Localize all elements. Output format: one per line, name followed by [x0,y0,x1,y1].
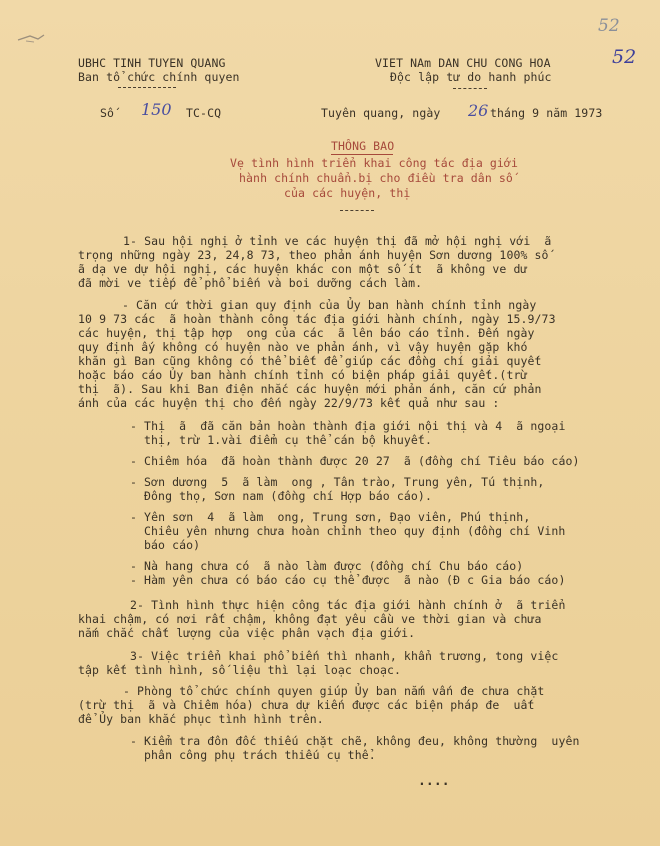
subject-line1: Vẹ tình hình triển khai công tác địa giới [230,156,518,170]
body-line: đã mời ve tiếp để phổ biến và boi dưỡng cách làm. [78,276,423,290]
list-item-cont: thị, trừ 1.vài điểm cụ thể cán bộ khuyết. [144,433,432,447]
ref-label: Số [100,106,115,120]
list-item: - Chiêm hóa đã hoàn thành được 20 27 ã (đồng chí Tiêu báo cáo) [130,454,580,468]
body-line: để Ủy ban khắc phục tình hình trên. [78,712,324,726]
nation-underline [453,88,487,90]
body-line: khai chậm, có nơi rất chậm, không đạt yêu cầu ve thời gian và chưa [78,612,542,626]
body-line: hoặc báo cáo Ủy ban hành chính tỉnh có biện pháp giải quyết.(trừ [78,368,528,382]
body-line: quy định ấy không có huyện nào ve phản ánh, vì vậy huyện gặp khó [78,340,528,354]
body-line: ánh của các huyện thị cho đến ngày 22/9/73 kết quả như sau : [78,396,500,410]
body-line: 2- Tình hình thực hiện công tác địa giới hành chính ở ã triển [130,598,566,612]
date-month-year: tháng 9 năm 1973 [490,106,603,120]
body-line: - Căn cứ thời gian quy định của Ủy ban hành chính tỉnh ngày [122,298,537,312]
issuer-underline [118,87,176,89]
body-line: khăn gì Ban cũng không có thể biết để giúp các đồng chí giải quyết [78,354,542,368]
list-item-cont: Chiêu yên nhưng chưa hoàn chỉnh theo quy định (đồng chí Vinh [144,524,566,538]
body-line: trọng những ngày 23, 24,8 73, theo phản ánh huyện Sơn dương 100% số [78,248,549,262]
list-item-cont: báo cáo) [144,538,201,552]
subject-separator [340,210,374,212]
continuation-mark: .... [418,774,450,789]
body-line: tập kết tình hình, số liệu thì lại loạc choạc. [78,663,402,677]
body-line: nắm chắc chất lượng của việc phân vạch địa giới. [78,626,416,640]
date-day: 26 [468,101,489,120]
ref-number: 150 [141,100,172,119]
body-line: ã dạ ve dự hội nghị, các huyện khác con một số ít ã không ve dư [78,262,528,276]
list-item: - Sơn dương 5 ã làm ong , Tân trào, Trung yên, Tú thịnh, [130,475,545,489]
body-line: 1- Sau hội nghị ở tỉnh ve các huyện thị đã mở hội nghị với ã [123,234,552,248]
body-line: 10 9 73 các ã hoàn thành công tác địa giới hành chính, ngày 15.9/73 [78,312,556,326]
subject-line3: của các huyện, thị [284,186,411,200]
list-item: - Thị ã đã căn bản hoàn thành địa giới nội thị và 4 ã ngoại [130,419,566,433]
doc-title: THÔNG BAO [331,139,395,153]
list-item: - Nà hang chưa có ã nào làm được (đồng chí Chu báo cáo) [130,559,524,573]
page-number-side: 52 [612,46,637,68]
list-item: - Hàm yên chưa có báo cáo cụ thể được ã nào (Đ c Gia báo cáo) [130,573,566,587]
place-date-prefix: Tuyên quang, ngày [321,106,441,120]
body-line: thị ã). Sau khi Ban điện nhắc các huyện mới phản ánh, căn cứ phản [78,382,542,396]
ref-code: TC-CQ [186,106,222,120]
staple-mark-icon [16,32,46,46]
nation-line1: VIET NAm DAN CHU CONG HOA [375,56,551,70]
body-line: (trừ thị ã và Chiêm hóa) chưa dự kiến được các biện pháp đe uất [78,698,535,712]
body-line: 3- Việc triển khai phổ biến thì nhanh, khẩn trương, tong việc [130,649,559,663]
list-item-cont: Đông thọ, Sơn nam (đồng chí Hợp báo cáo). [144,489,432,503]
list-item: - Kiểm tra đôn đốc thiếu chặt chẽ, không đeu, không thường uyên [130,734,580,748]
list-item-cont: phân công phụ trách thiếu cụ thể. [144,748,376,762]
subject-line2: hành chính chuẩn.bị cho điều tra dân số [239,171,513,185]
title-underline [331,154,393,155]
issuer-line1: UBHC TINH TUYEN QUANG [78,56,226,70]
issuer-line2: Ban tổ chức chính quyen [78,70,240,84]
body-line: - Phòng tổ chức chính quyen giúp Ủy ban nắm vấn đe chưa chặt [123,684,545,698]
list-item: - Yên sơn 4 ã làm ong, Trung sơn, Đạo viên, Phú thịnh, [130,510,531,524]
nation-line2: Độc lập tư do hanh phúc [390,70,552,84]
page-number-top: 52 [598,16,620,36]
body-line: các huyện, thị tập hợp ong của các ã lên báo cáo tỉnh. Đến ngày [78,326,535,340]
